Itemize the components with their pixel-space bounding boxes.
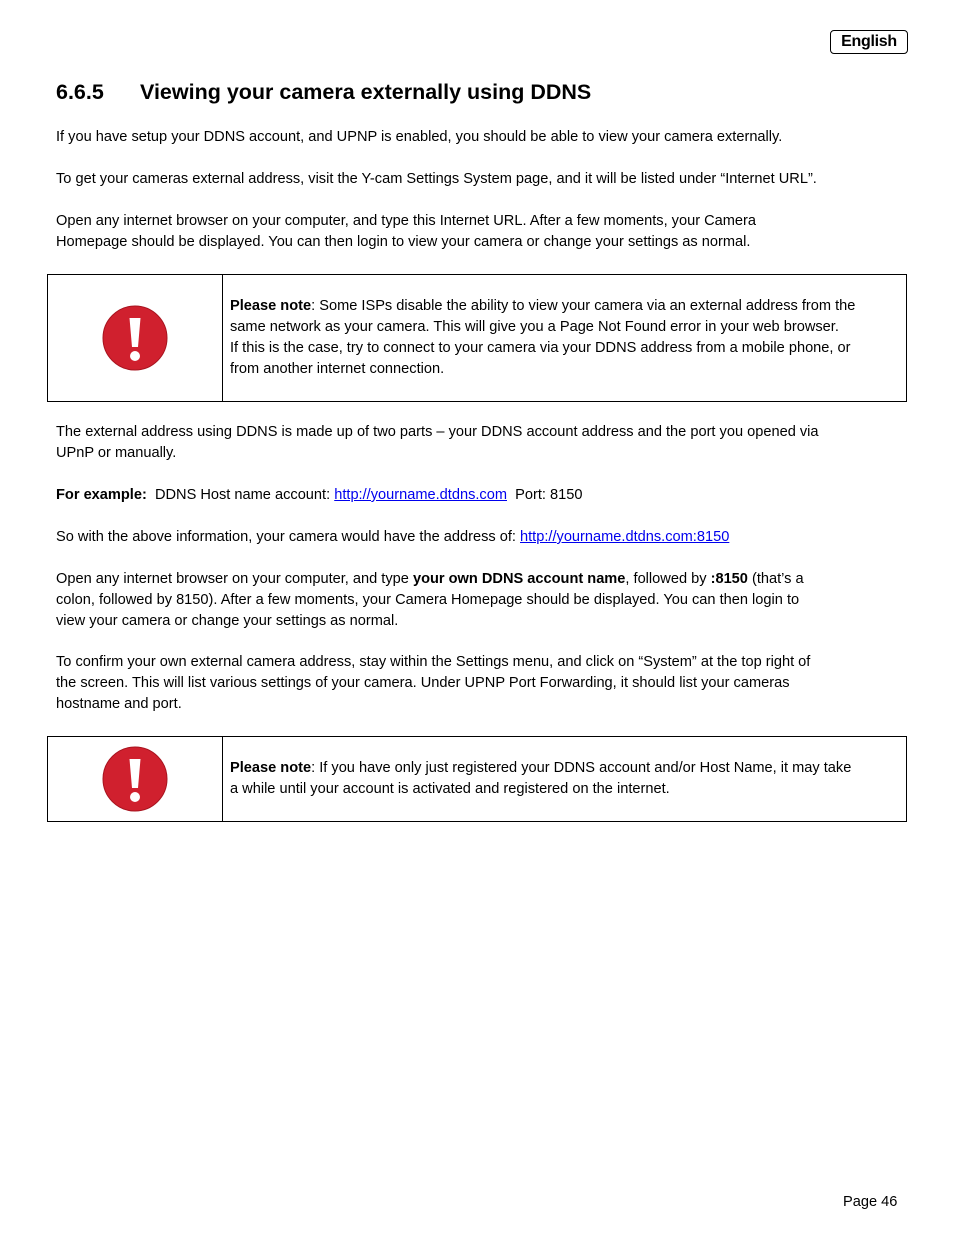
confirm-address-paragraph xyxy=(56,652,906,715)
text-line: To confirm your own external camera address, stay within the Settings menu, and click on “System” at the top right of xyxy=(56,654,811,670)
bold-text: your own DDNS account name xyxy=(412,571,626,587)
text-line: If this is the case, try to connect to your camera via your DDNS address from a mobile phone, or xyxy=(230,340,851,356)
text-line: the screen. This will list various settings of your camera. Under UPNP Port Forwarding, it should list your cameras xyxy=(56,675,790,691)
note-icon-cell xyxy=(48,737,223,821)
note-text-cell xyxy=(223,737,906,821)
address-paragraph xyxy=(56,527,906,548)
text-span: (that’s a xyxy=(747,571,804,587)
intro-paragraph: If you have setup your DDNS account, and UPNP is enabled, you should be able to view your camera externally. xyxy=(56,129,783,145)
text-line: a while until your account is activated and registered on the internet. xyxy=(230,781,670,797)
note-text xyxy=(230,758,851,800)
example-label: For example: xyxy=(56,487,147,503)
page-number: Page 46 xyxy=(843,1194,898,1210)
ddns-parts-paragraph xyxy=(56,422,906,464)
text-span: Open any internet browser on your computer, and type xyxy=(56,571,413,587)
text-line: same network as your camera. This will give you a Page Not Found error in your web browser. xyxy=(230,319,839,335)
note-box-isp xyxy=(47,274,907,402)
note-label: Please note xyxy=(230,298,312,314)
note-box-registration xyxy=(47,736,907,822)
note-text-cell xyxy=(223,275,906,401)
text-line: : If you have only just registered your DDNS account and/or Host Name, it may take xyxy=(311,760,852,776)
text-line: colon, followed by 8150). After a few moments, your Camera Homepage should be displayed. You can then login to xyxy=(56,592,800,608)
language-badge: English xyxy=(830,30,908,54)
open-browser-paragraph xyxy=(56,211,906,253)
text-line: from another internet connection. xyxy=(230,361,445,377)
type-ddns-paragraph xyxy=(56,569,906,632)
bold-text: :8150 xyxy=(710,571,748,587)
note-icon-cell xyxy=(48,275,223,401)
section-title: Viewing your camera externally using DDNS xyxy=(140,80,592,104)
text-line: Open any internet browser on your computer, and type this Internet URL. After a few moments, your Camera xyxy=(56,213,757,229)
example-paragraph xyxy=(56,485,906,506)
text-line: The external address using DDNS is made up of two parts – your DDNS account address and the port you opened via xyxy=(56,424,819,440)
external-address-paragraph: To get your cameras external address, visit the Y-cam Settings System page, and it will be listed under “Internet URL”. xyxy=(56,171,817,187)
ddns-host-link[interactable]: http://yourname.dtdns.com xyxy=(334,487,507,503)
text-line: UPnP or manually. xyxy=(56,445,177,461)
exclamation-alert-icon xyxy=(101,745,169,813)
note-label: Please note xyxy=(230,760,312,776)
text-line: Homepage should be displayed. You can then login to view your camera or change your settings as normal. xyxy=(56,234,751,250)
exclamation-alert-icon xyxy=(101,304,169,372)
section-heading xyxy=(56,78,591,106)
text-line: view your camera or change your settings as normal. xyxy=(56,613,399,629)
text-line: : Some ISPs disable the ability to view your camera via an external address from the xyxy=(311,298,856,314)
address-text: So with the above information, your camera would have the address of: xyxy=(56,529,521,545)
example-text: DDNS Host name account: xyxy=(146,487,335,503)
text-span: , followed by xyxy=(625,571,711,587)
camera-address-link[interactable]: http://yourname.dtdns.com:8150 xyxy=(520,529,730,545)
section-number: 6.6.5 xyxy=(56,80,104,104)
text-line: hostname and port. xyxy=(56,696,182,712)
example-port: Port: 8150 xyxy=(507,487,583,503)
note-text xyxy=(230,296,855,380)
